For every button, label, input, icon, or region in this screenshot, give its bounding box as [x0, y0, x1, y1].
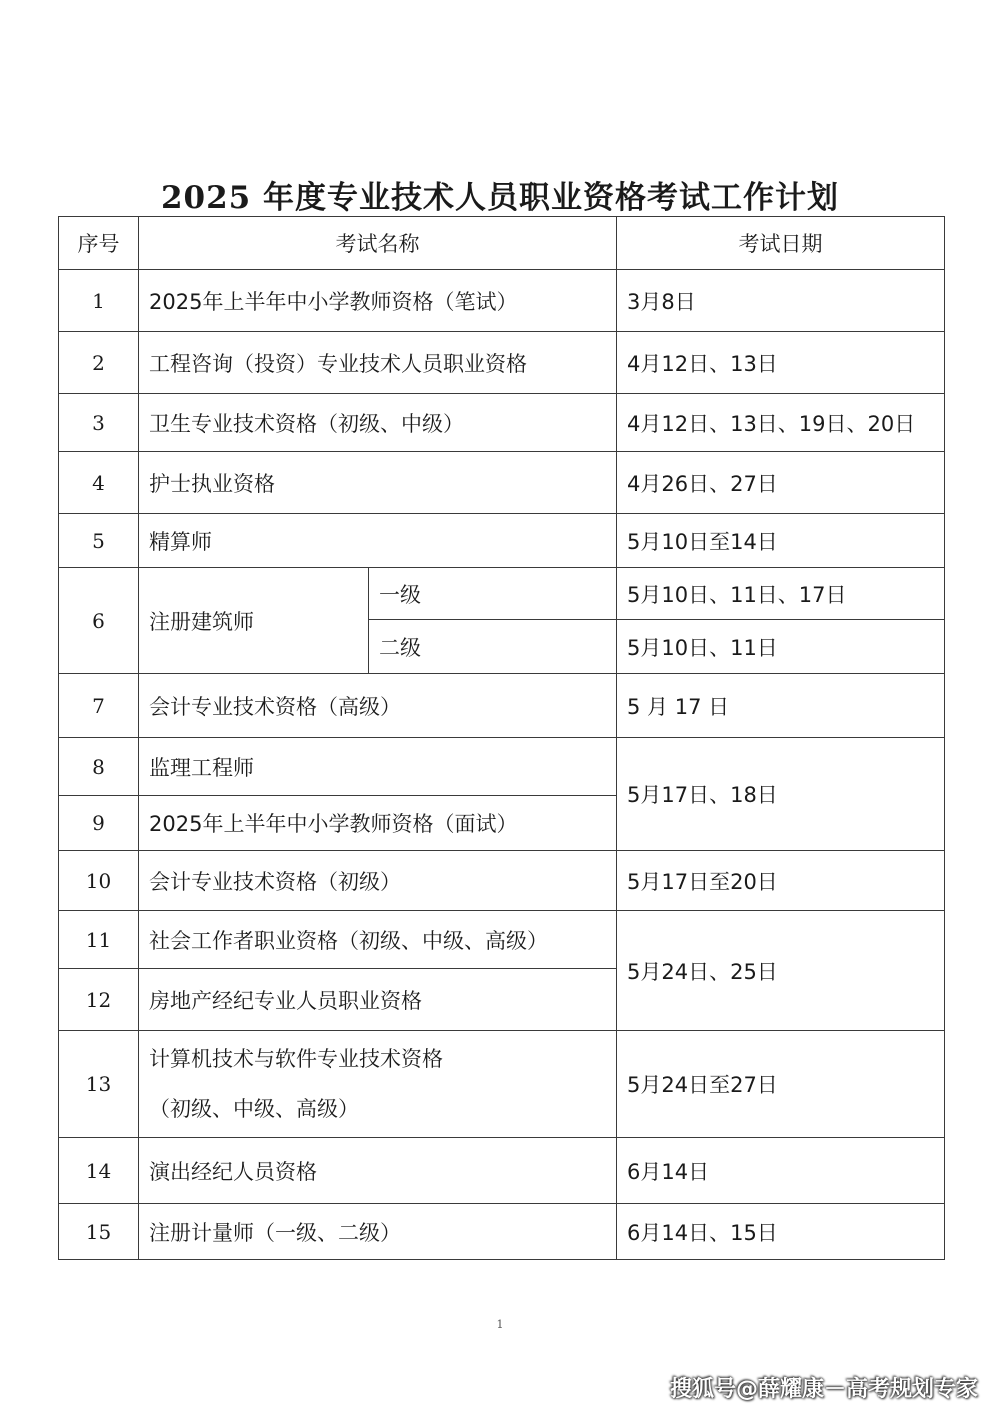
row-exam-name: 房地产经纪专业人员职业资格: [139, 969, 617, 1031]
row-seq: 4: [59, 452, 139, 514]
row-exam-date: 6月14日: [617, 1138, 945, 1204]
row-seq: 12: [59, 969, 139, 1031]
row-seq: 2: [59, 332, 139, 394]
row-exam-date: 5月10日至14日: [617, 514, 945, 568]
row-seq: 14: [59, 1138, 139, 1204]
table-row: [59, 332, 945, 394]
header-date: 考试日期: [617, 217, 945, 270]
row-exam-date: 4月12日、13日、19日、20日: [617, 394, 945, 452]
row-exam-name: 监理工程师: [139, 738, 617, 796]
row-exam-date: 5月10日、11日、17日: [617, 568, 945, 620]
row-exam-date: 5 月 17 日: [617, 674, 945, 738]
row-exam-date: 4月12日、13日: [617, 332, 945, 394]
exam-schedule-table: [58, 216, 945, 1260]
row-exam-date: 5月24日、25日: [617, 911, 945, 1031]
row-exam-name: 社会工作者职业资格（初级、中级、高级）: [139, 911, 617, 969]
page-number: 1: [496, 1318, 504, 1331]
row-seq: 9: [59, 796, 139, 851]
row-seq: 15: [59, 1204, 139, 1260]
row-seq: 10: [59, 851, 139, 911]
table-row: [59, 738, 945, 796]
table-row: [59, 1204, 945, 1260]
table-row: [59, 270, 945, 332]
row-exam-name: 注册建筑师: [139, 568, 369, 674]
row-exam-date: 5月24日至27日: [617, 1031, 945, 1138]
table-row: [59, 452, 945, 514]
row-seq: 6: [59, 568, 139, 674]
row-exam-name: 护士执业资格: [139, 452, 617, 514]
row-exam-name: 注册计量师（一级、二级）: [139, 1204, 617, 1260]
row-exam-date: 4月26日、27日: [617, 452, 945, 514]
row-exam-name: 卫生专业技术资格（初级、中级）: [139, 394, 617, 452]
row-exam-name: 工程咨询（投资）专业技术人员职业资格: [139, 332, 617, 394]
watermark: 搜狐号@薛耀康－高考规划专家: [669, 1377, 978, 1402]
row-exam-name: 精算师: [139, 514, 617, 568]
table-row: [59, 911, 945, 969]
row-exam-name: 演出经纪人员资格: [139, 1138, 617, 1204]
row-exam-date: 5月17日、18日: [617, 738, 945, 851]
row-sub-level: 二级: [369, 620, 617, 674]
row-seq: 11: [59, 911, 139, 969]
row-exam-name: 2025年上半年中小学教师资格（面试）: [139, 796, 617, 851]
table-row: [59, 674, 945, 738]
row-exam-name: 会计专业技术资格（高级）: [139, 674, 617, 738]
row-exam-name: 会计专业技术资格（初级）: [139, 851, 617, 911]
table-header-row: [59, 217, 945, 270]
header-name: 考试名称: [139, 217, 617, 270]
table-row: [59, 851, 945, 911]
header-seq: 序号: [59, 217, 139, 270]
table-row: [59, 394, 945, 452]
table-row: [59, 514, 945, 568]
row-seq: 13: [59, 1031, 139, 1138]
table-row: [59, 568, 945, 620]
table-row: [59, 1031, 945, 1138]
row-seq: 7: [59, 674, 139, 738]
row-exam-date: 5月10日、11日: [617, 620, 945, 674]
row-sub-level: 一级: [369, 568, 617, 620]
row-exam-name: 2025年上半年中小学教师资格（笔试）: [139, 270, 617, 332]
row-seq: 5: [59, 514, 139, 568]
row-seq: 1: [59, 270, 139, 332]
row-exam-name-line1: 计算机技术与软件专业技术资格: [149, 1047, 443, 1071]
row-exam-date: 5月17日至20日: [617, 851, 945, 911]
row-exam-date: 3月8日: [617, 270, 945, 332]
page-title: 2025 年度专业技术人员职业资格考试工作计划: [160, 180, 840, 216]
row-seq: 8: [59, 738, 139, 796]
row-exam-name: [139, 1031, 617, 1138]
table-row: [59, 1138, 945, 1204]
row-exam-name-line2: （初级、中级、高级）: [149, 1097, 359, 1121]
row-seq: 3: [59, 394, 139, 452]
row-exam-date: 6月14日、15日: [617, 1204, 945, 1260]
